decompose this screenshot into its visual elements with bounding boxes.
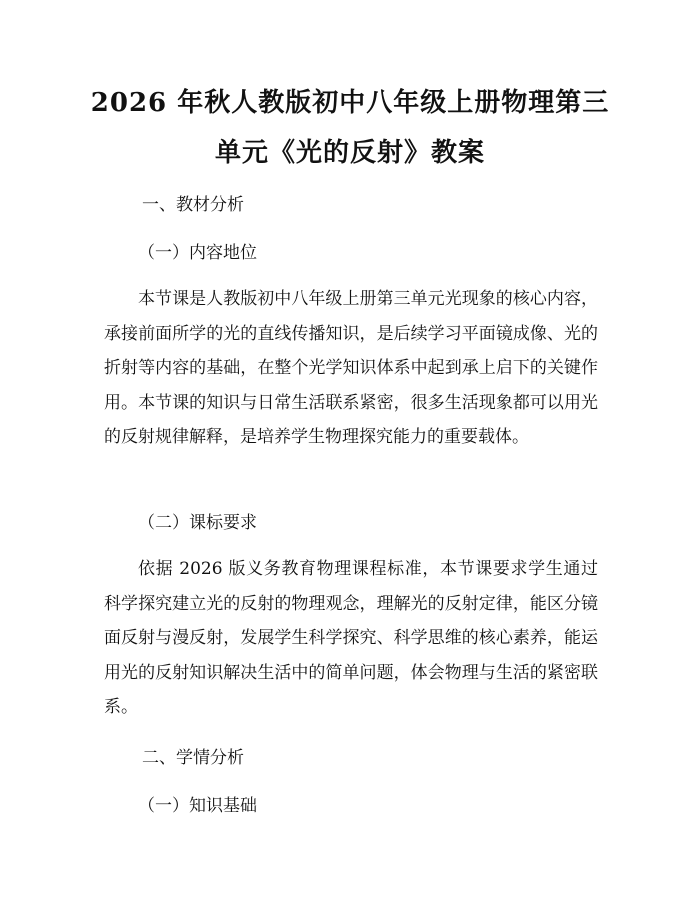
document-title: 2026 年秋人教版初中八年级上册物理第三单元《光的反射》教案 [90, 88, 610, 168]
subsection-heading-content-position: （一）内容地位 [138, 243, 257, 263]
section-heading-teaching-material-analysis: 一、教材分析 [142, 195, 244, 215]
subsection-heading-curriculum-requirements: （二）课标要求 [138, 513, 257, 533]
subsection-heading-knowledge-foundation: （一）知识基础 [138, 796, 257, 816]
section-heading-student-analysis: 二、学情分析 [142, 748, 244, 768]
paragraph-content-position: 本节课是人教版初中八年级上册第三单元光现象的核心内容，承接前面所学的光的直线传播知识，是后续学习平面镜成像、光的折射等内容的基础，在整个光学知识体系中起到承上启下的关键作用。本节课的知识与日常生活联系紧密，很多生活现象都可以用光的反射规律解释，是培养学生物理探究能力的重要载体。 [104, 289, 598, 448]
paragraph-curriculum-requirements: 依据 2026 版义务教育物理课程标准，本节课要求学生通过科学探究建立光的反射的物理观念，理解光的反射定律，能区分镜面反射与漫反射，发展学生科学探究、科学思维的核心素养，能运用光的反射知识解决生活中的简单问题，体会物理与生活的紧密联系。 [104, 559, 598, 718]
